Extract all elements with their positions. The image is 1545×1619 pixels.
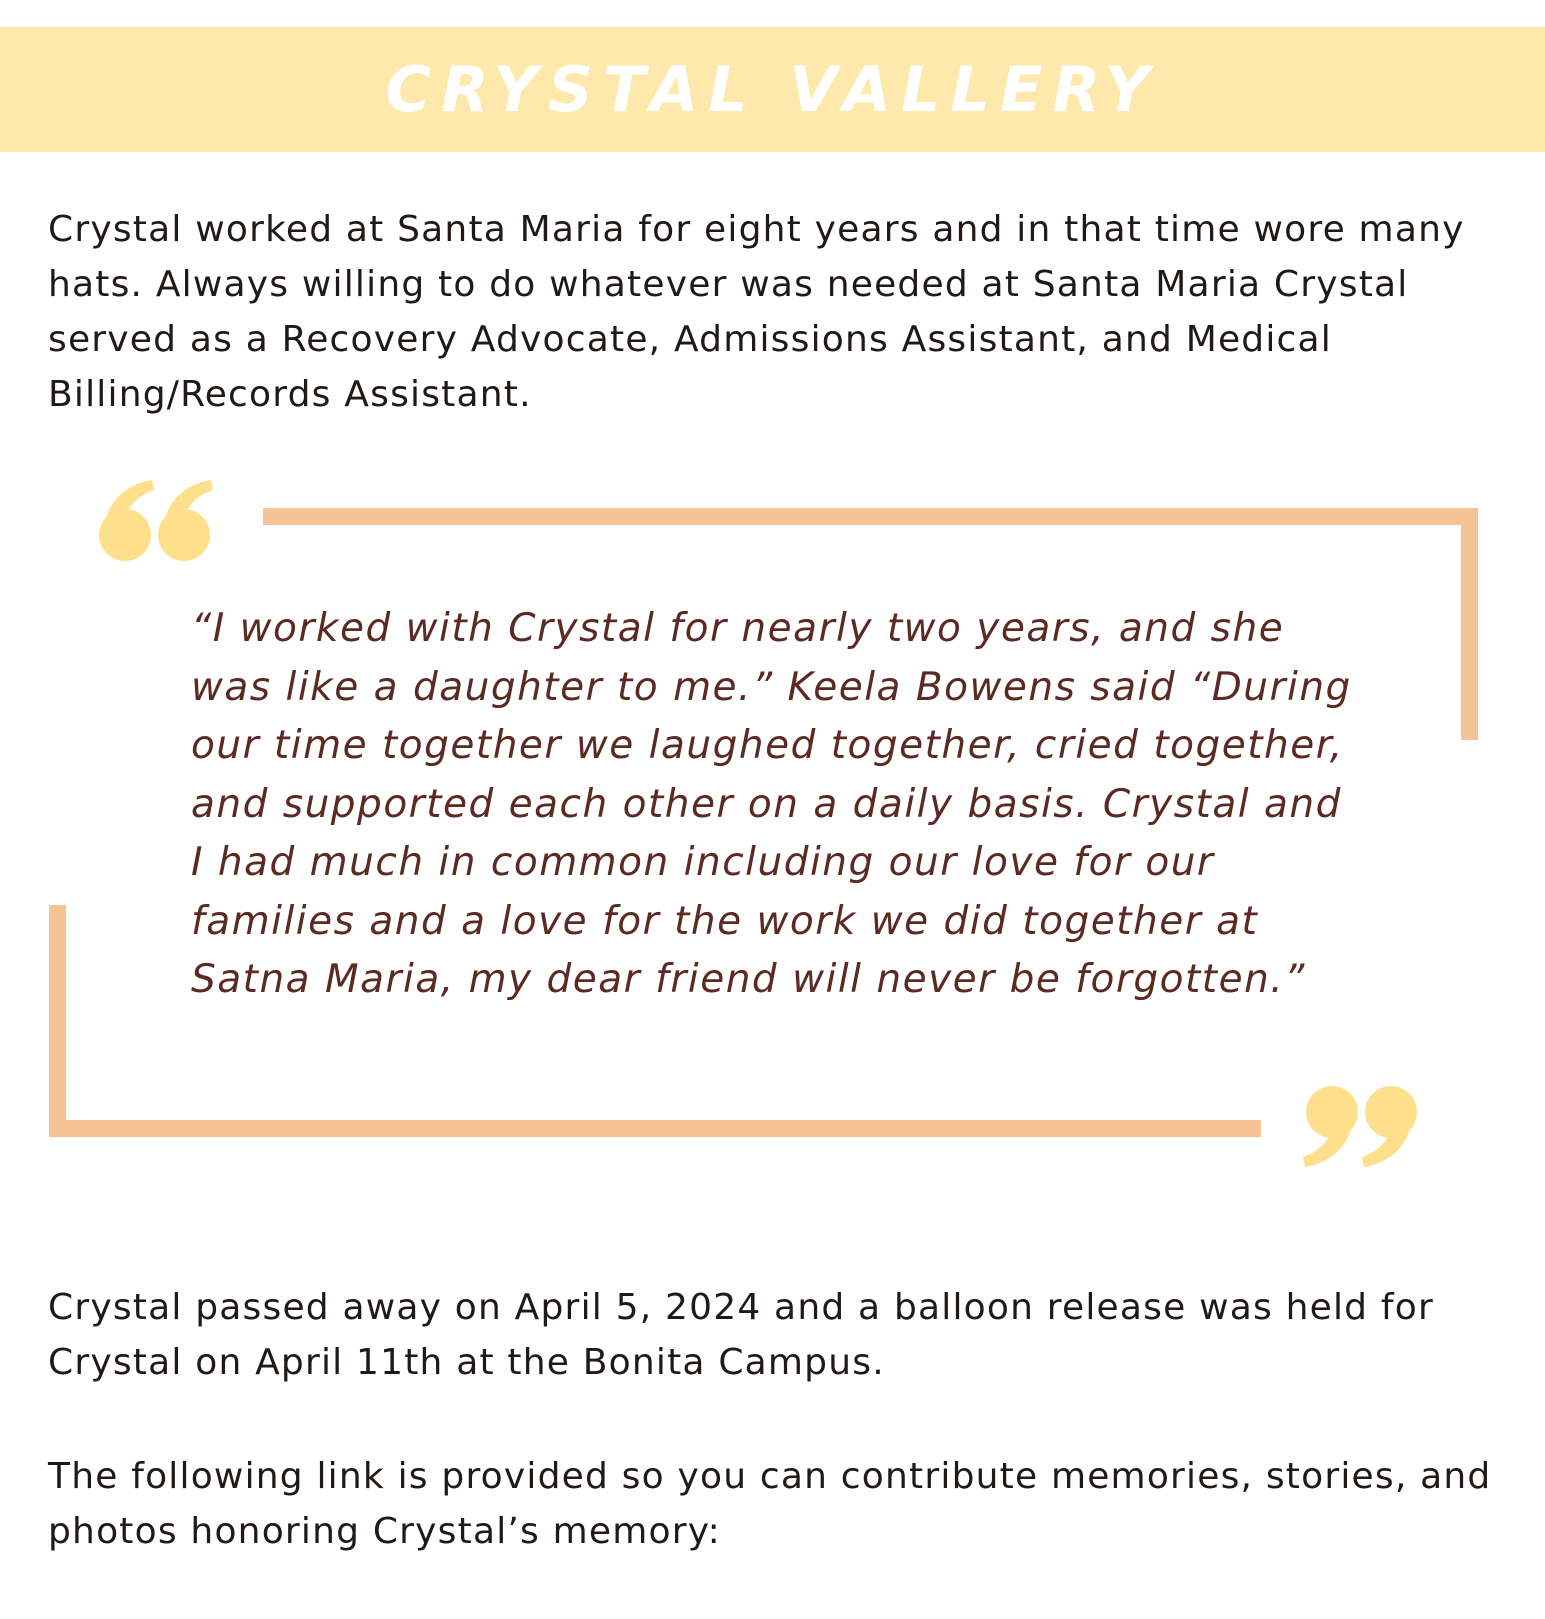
testimonial-quote: “I worked with Crystal for nearly two years, and she was like a daughter to me.” Keela Bowens said “During our time together we laughed together, cried together, and supported each other on a daily basis. Crystal and I had much in common including our love for our families and a love for the work we did together at Satna Maria, my dear friend will never be forgotten.” [191, 606, 1352, 1002]
memorial-paragraph: Crystal passed away on April 5, 2024 and a balloon release was held for Crystal on April 11th at the Bonita Campus. [48, 1287, 1434, 1383]
link-intro-paragraph: The following link is provided so you can contribute memories, stories, and photos honoring Crystal’s memory: [48, 1456, 1492, 1552]
header-banner [0, 27, 1545, 152]
quote-frame-bottom-border [49, 1120, 1261, 1137]
open-quote-icon [98, 478, 216, 564]
quote-frame-top-border [263, 508, 1478, 525]
quote-frame-right-border [1461, 508, 1478, 740]
close-quote-icon [1300, 1083, 1418, 1169]
quote-frame-left-border [49, 905, 66, 1137]
page-title: CRYSTAL VALLERY [385, 52, 1160, 126]
intro-paragraph: Crystal worked at Santa Maria for eight years and in that time wore many hats. Always willing to do whatever was needed at Santa Maria Crystal served as a Recovery Advocate, Admissions Assistant, and Medical Billing/Records Assistant. [48, 209, 1465, 415]
